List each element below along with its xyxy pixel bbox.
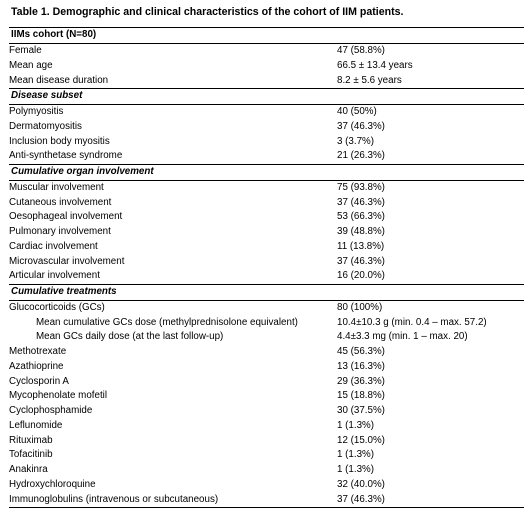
section-title-spacer [337, 89, 524, 105]
table-row [9, 404, 524, 419]
table-row [9, 330, 524, 345]
table-row [9, 478, 524, 493]
row-value: 37 (46.3%) [337, 120, 385, 132]
row-label: Cutaneous involvement [9, 196, 112, 208]
row-value: 10.4±10.3 g (min. 0.4 – max. 57.2) [337, 316, 487, 328]
row-value: 1 (1.3%) [337, 449, 375, 461]
table-row [9, 374, 524, 389]
table-row [9, 269, 524, 284]
row-label: Female [9, 45, 42, 57]
section-title-spacer [337, 284, 524, 300]
row-label: Dermatomyositis [9, 120, 82, 132]
row-label: Glucocorticoids (GCs) [9, 301, 105, 313]
row-value: 1 (1.3%) [337, 464, 375, 476]
table-row [9, 120, 524, 135]
row-value: 4.4±3.3 mg (min. 1 – max. 20) [337, 331, 468, 343]
row-label: Pulmonary involvement [9, 226, 111, 238]
row-value: 66.5 ± 13.4 years [337, 59, 413, 71]
row-label: Cardiac involvement [9, 240, 98, 252]
table-row [9, 345, 524, 360]
row-value: 45 (56.3%) [337, 346, 385, 358]
table-row [9, 254, 524, 269]
row-value: 39 (48.8%) [337, 226, 385, 238]
table-body [9, 28, 524, 508]
row-value: 29 (36.3%) [337, 375, 385, 387]
row-label: Methotrexate [9, 346, 67, 358]
row-value: 30 (37.5%) [337, 405, 385, 417]
row-label: Oesophageal involvement [9, 211, 123, 223]
row-value: 53 (66.3%) [337, 211, 385, 223]
table-row [9, 389, 524, 404]
row-label: Tofacitinib [9, 449, 53, 461]
row-label: Mean age [9, 59, 53, 71]
table-row [9, 492, 524, 507]
row-label: Microvascular involvement [9, 255, 125, 267]
section-title: Cumulative organ involvement [9, 164, 337, 180]
table-caption: Table 1. Demographic and clinical characteristics of the cohort of IIM patients. [11, 6, 404, 18]
row-label: Azathioprine [9, 360, 64, 372]
section-header-row [9, 28, 524, 44]
row-value: 21 (26.3%) [337, 150, 385, 162]
row-value: 13 (16.3%) [337, 360, 385, 372]
row-value: 16 (20.0%) [337, 270, 385, 282]
section-title-spacer [337, 164, 524, 180]
row-label: Leflunomide [9, 419, 63, 431]
row-label: Rituximab [9, 434, 53, 446]
table-row [9, 419, 524, 434]
row-label: Cyclosporin A [9, 375, 69, 387]
section-header-row [9, 164, 524, 180]
table-row [9, 210, 524, 225]
row-value: 37 (46.3%) [337, 492, 524, 507]
row-value: 75 (93.8%) [337, 181, 385, 193]
section-title: Cumulative treatments [9, 284, 337, 300]
row-value: 8.2 ± 5.6 years [337, 74, 402, 86]
row-value: 15 (18.8%) [337, 390, 385, 402]
row-label: Inclusion body myositis [9, 135, 110, 147]
row-label: Hydroxychloroquine [9, 478, 96, 490]
section-header-row [9, 284, 524, 300]
row-value: 37 (46.3%) [337, 255, 385, 267]
row-label: Immunoglobulins (intravenous or subcutaneous) [9, 492, 337, 507]
row-label: Anakinra [9, 464, 48, 476]
table-row [9, 43, 524, 58]
row-value: 32 (40.0%) [337, 478, 385, 490]
table-row [9, 225, 524, 240]
row-label: Anti-synthetase syndrome [9, 150, 123, 162]
row-value: 47 (58.8%) [337, 45, 385, 57]
table-row [9, 463, 524, 478]
row-label: Muscular involvement [9, 181, 104, 193]
table-row [9, 134, 524, 149]
row-value: 12 (15.0%) [337, 434, 385, 446]
characteristics-table [9, 27, 524, 508]
table-row [9, 240, 524, 255]
row-value: 40 (50%) [337, 106, 377, 118]
table-row [9, 433, 524, 448]
row-value: 11 (13.8%) [337, 240, 385, 252]
row-label: Mean disease duration [9, 74, 109, 86]
table-row [9, 59, 524, 74]
row-value: 80 (100%) [337, 301, 383, 313]
table-row [9, 300, 524, 315]
section-title: Disease subset [9, 89, 337, 105]
row-value: 3 (3.7%) [337, 135, 375, 147]
row-label: Polymyositis [9, 106, 64, 118]
section-title-spacer [337, 28, 524, 44]
table-row [9, 104, 524, 119]
row-label: Mean cumulative GCs dose (methylprednisolone equivalent) [36, 316, 298, 328]
section-header-row [9, 89, 524, 105]
table-row [9, 195, 524, 210]
row-label: Mean GCs daily dose (at the last follow-up) [36, 331, 224, 343]
table-row [9, 448, 524, 463]
row-value: 37 (46.3%) [337, 196, 385, 208]
table-row [9, 73, 524, 88]
section-title: IIMs cohort (N=80) [9, 28, 337, 44]
table-row [9, 149, 524, 164]
table-row [9, 315, 524, 330]
row-label: Mycophenolate mofetil [9, 390, 108, 402]
row-label: Cyclophosphamide [9, 405, 93, 417]
row-label: Articular involvement [9, 270, 100, 282]
table-row [9, 360, 524, 375]
table-row [9, 180, 524, 195]
row-value: 1 (1.3%) [337, 419, 375, 431]
